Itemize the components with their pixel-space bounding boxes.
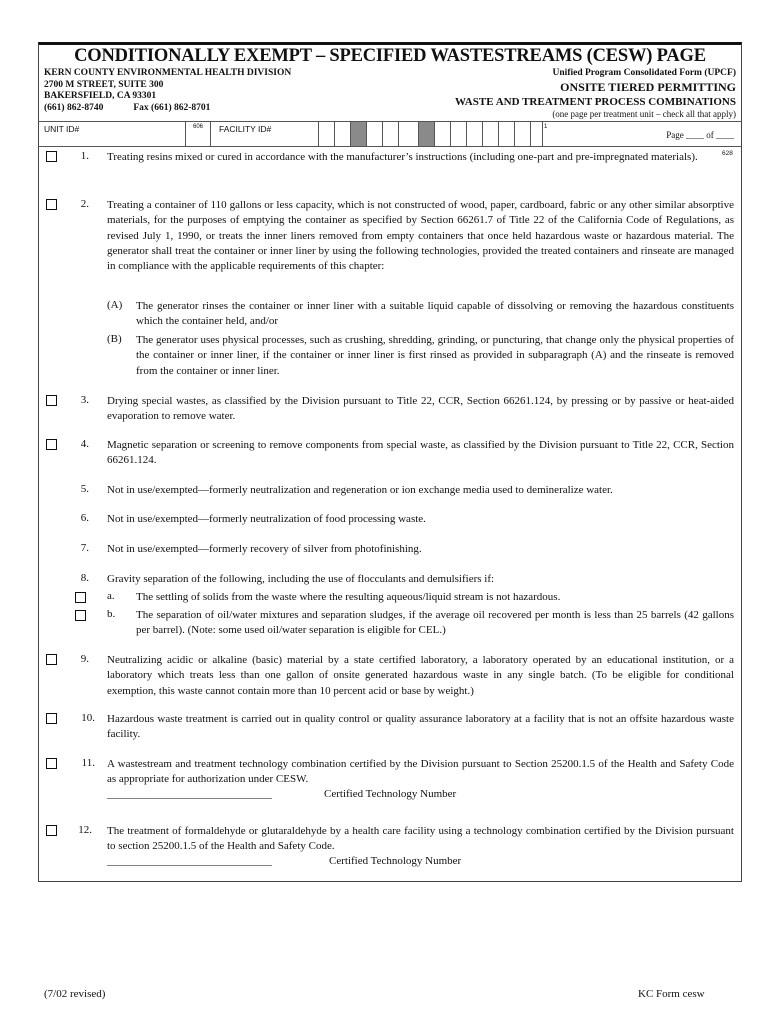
facility-id-box[interactable] xyxy=(530,122,542,146)
item-10-checkbox[interactable] xyxy=(46,713,57,724)
item-2-sub-a-text: The generator rinses the container or inner liner with a suitable liquid capable of dissolving or removing the hazardous constituents which the container held, and/or xyxy=(136,300,734,328)
item-8a-text: The settling of solids from the waste where the resulting aqueous/liquid stream is not hazardous. xyxy=(136,591,561,603)
facility-id-box[interactable] xyxy=(334,122,350,146)
revision-date: (7/02 revised) xyxy=(44,988,106,1000)
form-name: Unified Program Consolidated Form (UPCF) xyxy=(552,68,736,78)
item-7-number: 7. xyxy=(80,542,89,554)
agency-phones xyxy=(44,103,291,115)
item-12-technology-label: Certified Technology Number xyxy=(329,855,462,867)
item-1-number: 1. xyxy=(80,150,89,162)
item-2-number: 2. xyxy=(80,198,89,210)
item-9-text: Neutralizing acidic or alkaline (basic) material by a state certified laboratory, a laboratory operated by an educational institution, or a laboratory which treats less than one gallon of onsite generated hazardous waste in any single batch. (To be eligible for conditional exemption, this waste cannot contain more than 10 percent acid or base by weight.) xyxy=(107,654,734,697)
facility-id-label: FACILITY ID# xyxy=(219,124,272,134)
facility-id-box[interactable] xyxy=(514,122,530,146)
item-6-number: 6. xyxy=(80,512,89,524)
agency-fax: Fax (661) 862-8701 xyxy=(133,102,211,113)
item-12-text: The treatment of formaldehyde or glutaraldehyde by a health care facility using a technology combination certified by the Division pursuant to section 25200.1.5 of the Health and Safety Code. xyxy=(107,825,734,853)
item-2-sub-a-label: (A) xyxy=(107,299,123,311)
agency-name: KERN COUNTY ENVIRONMENTAL HEALTH DIVISION xyxy=(44,68,292,78)
item-10-number: 10. xyxy=(81,712,95,724)
item-5-text: Not in use/exempted—formerly neutralization and regeneration or ion exchange media used to demineralize water. xyxy=(107,484,613,496)
permitting-heading: ONSITE TIERED PERMITTING xyxy=(560,79,736,94)
facility-id-box[interactable] xyxy=(318,122,334,146)
item-3-text: Drying special wastes, as classified by the Division pursuant to Title 22, CCR, Section 66261.124, by pressing or by passive or heat-aided evaporation to remove water. xyxy=(107,395,734,423)
item-2-checkbox[interactable] xyxy=(46,199,57,210)
item-11-technology-label: Certified Technology Number xyxy=(324,788,457,800)
item-11-checkbox[interactable] xyxy=(46,758,57,769)
page-number: Page ____ of ____ xyxy=(666,130,734,140)
item-8b-label: b. xyxy=(107,608,116,620)
item-9-number: 9. xyxy=(80,653,89,665)
item-8a-label: a. xyxy=(107,590,115,602)
facility-id-box[interactable] xyxy=(382,122,398,146)
item-4-number: 4. xyxy=(80,438,89,450)
item-11-number: 11. xyxy=(81,757,95,769)
facility-id-box-shaded xyxy=(350,122,366,146)
item-6-text: Not in use/exempted—formerly neutralization of food processing waste. xyxy=(107,513,426,525)
item-5-number: 5. xyxy=(80,483,89,495)
facility-id-box[interactable] xyxy=(466,122,482,146)
item-3-number: 3. xyxy=(80,394,89,406)
item-11-technology-blank[interactable]: ______________________________ xyxy=(107,788,272,800)
item-10-text: Hazardous waste treatment is carried out in quality control or quality assurance laboratory at a facility that is not an offsite hazardous waste facility. xyxy=(107,713,734,741)
item-7-text: Not in use/exempted—formerly recovery of silver from photofinishing. xyxy=(107,543,422,555)
facility-id-box[interactable] xyxy=(450,122,466,146)
form-heading xyxy=(455,68,736,120)
item-1-checkbox[interactable] xyxy=(46,151,57,162)
facility-id-box[interactable] xyxy=(498,122,514,146)
facility-code: 1 xyxy=(544,124,548,130)
item-8-text: Gravity separation of the following, including the use of flocculants and demulsifiers if: xyxy=(107,573,495,585)
item-1-code: 628 xyxy=(722,150,733,157)
item-2-text: Treating a container of 110 gallons or less capacity, which is not constructed of wood, paper, cardboard, fabric or any other similar absorptive materials, for the purposes of emptying the container as specified by Section 66261.7 of Title 22 of the California Code of Regulations, as revised July 1, 1990, or treats the inner liners removed from empty containers that once held hazardous waste or hazardous material. The generator shall treat the container or inner liner by using the following technologies, provided the treated containers and rinseate are managed in compliance with the applicable requirements of this chapter: xyxy=(107,199,734,273)
item-12-number: 12. xyxy=(78,824,92,836)
item-8-number: 8. xyxy=(80,572,89,584)
item-4-text: Magnetic separation or screening to remove components from special waste, as classified by the Division pursuant to Title 22, CCR, Section 66261.124. xyxy=(107,439,734,467)
agency-address xyxy=(44,68,291,114)
unit-id-label: UNIT ID# xyxy=(44,124,80,134)
facility-id-box[interactable] xyxy=(366,122,382,146)
item-1-text: Treating resins mixed or cured in accordance with the manufacturer’s instructions (including one-part and pre-impregnated materials). xyxy=(107,151,698,163)
combinations-heading: WASTE AND TREATMENT PROCESS COMBINATIONS xyxy=(455,95,736,108)
item-3-checkbox[interactable] xyxy=(46,395,57,406)
unit-code: 606 xyxy=(193,124,204,130)
facility-id-box[interactable] xyxy=(482,122,498,146)
facility-id-box[interactable] xyxy=(434,122,450,146)
item-2-sub-b-label: (B) xyxy=(107,333,122,345)
item-8b-text: The separation of oil/water mixtures and separation sludges, if the average oil recovered per month is less than 25 barrels (42 gallons per barrel). (Note: some used oil/water separation is eligible for CEL.) xyxy=(136,609,734,637)
item-9-checkbox[interactable] xyxy=(46,654,57,665)
item-8b-checkbox[interactable] xyxy=(75,610,86,621)
unit-id-row xyxy=(38,121,742,147)
item-11-text: A wastestream and treatment technology combination certified by the Division pursuant to Section 25200.1.5 of the Health and Safety Code as appropriate for authorization under CESW. xyxy=(107,758,734,786)
item-12-checkbox[interactable] xyxy=(46,825,57,836)
form-id: KC Form cesw xyxy=(638,988,705,1000)
agency-street: 2700 M STREET, SUITE 300 xyxy=(44,79,164,90)
page-title: CONDITIONALLY EXEMPT – SPECIFIED WASTESTREAMS (CESW) PAGE xyxy=(74,46,706,66)
agency-phone: (661) 862-8740 xyxy=(44,102,104,113)
facility-id-box-shaded xyxy=(418,122,434,146)
item-2-sub-b-text: The generator uses physical processes, such as crushing, shredding, grinding, or puncturing, that change only the physical properties of the container or inner liner, if the container or inner liner is first rinsed as provided in subparagraph (A) and the rinseate is removed from the container or inner liner. xyxy=(136,334,734,377)
item-4-checkbox[interactable] xyxy=(46,439,57,450)
agency-city: BAKERSFIELD, CA 93301 xyxy=(44,91,157,101)
item-12-technology-blank[interactable]: ______________________________ xyxy=(107,855,272,867)
facility-id-box[interactable] xyxy=(398,122,414,146)
instruction-note: (one page per treatment unit – check all that apply) xyxy=(552,108,736,119)
item-8a-checkbox[interactable] xyxy=(75,592,86,603)
